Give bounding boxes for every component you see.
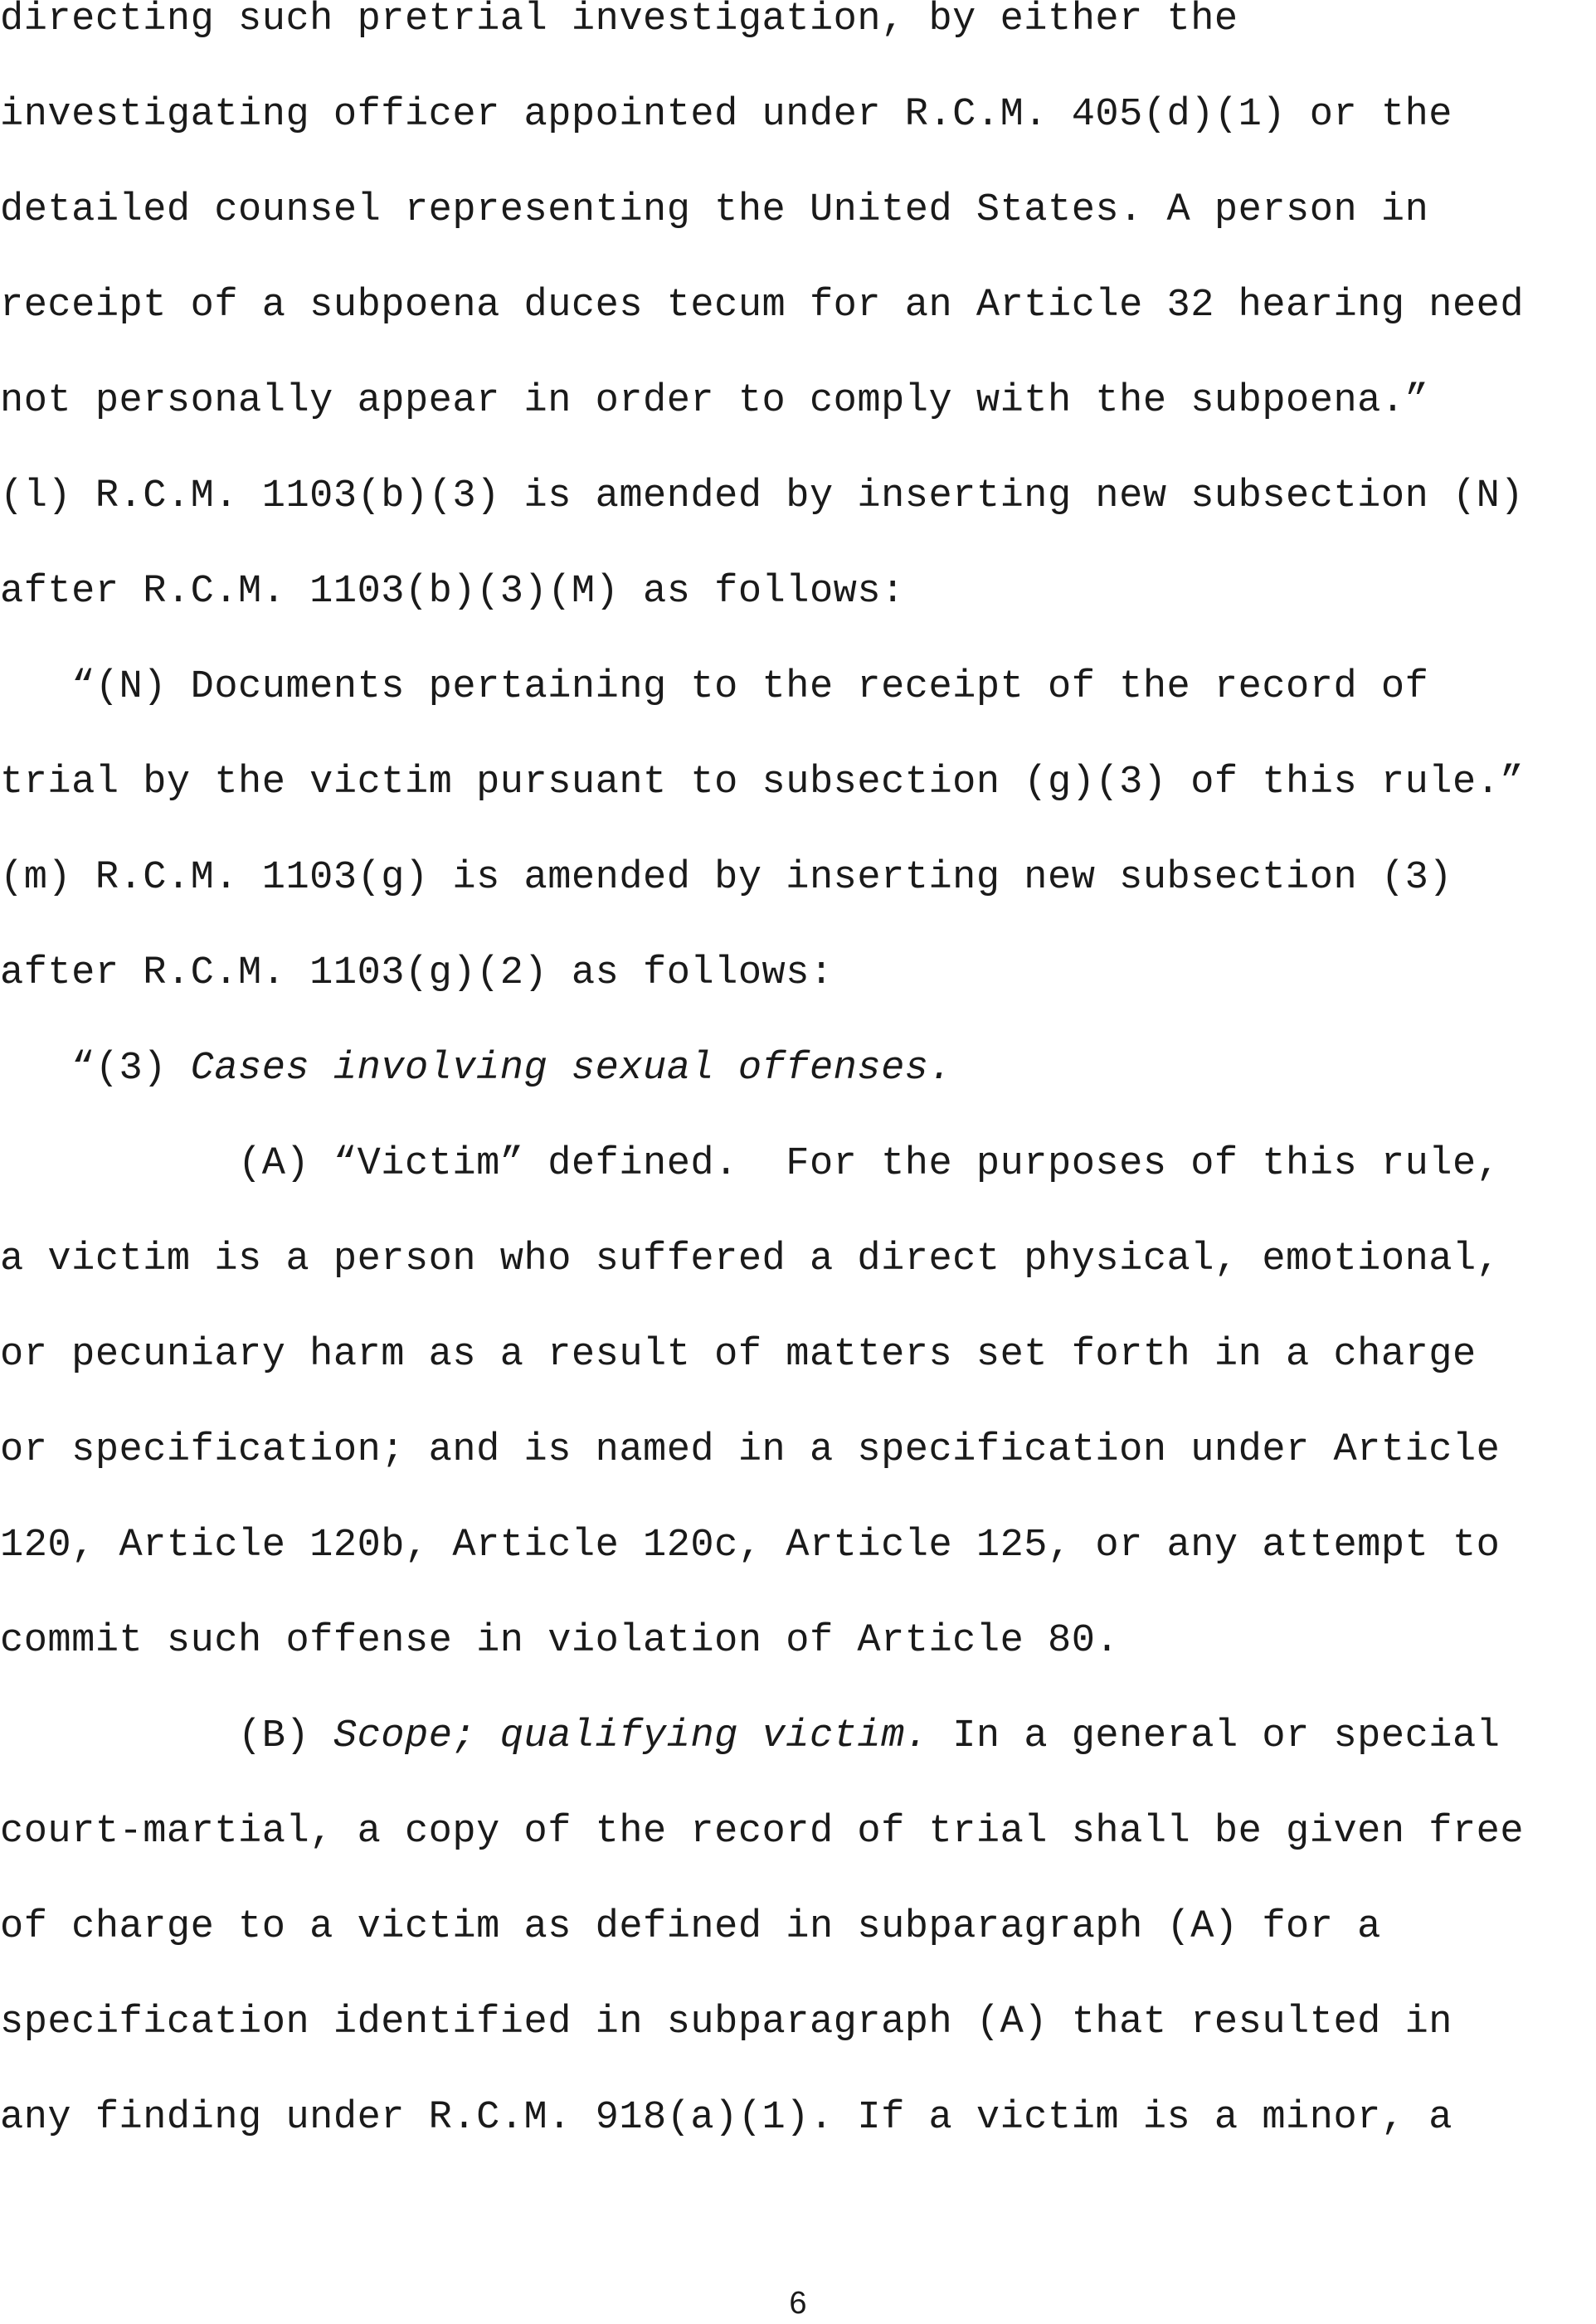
text-line-1: directing such pretrial investigation, by either the — [0, 0, 1238, 41]
text-line-14: a victim is a person who suffered a direct physical, emotional, — [0, 1237, 1501, 1281]
text-line-3: detailed counsel representing the United States. A person in — [0, 188, 1429, 232]
text-line-21: of charge to a victim as defined in subparagraph (A) for a — [0, 1905, 1381, 1949]
text-line-8: “(N) Documents pertaining to the receipt of the record of — [0, 665, 1429, 709]
text-line-11: after R.C.M. 1103(g)(2) as follows: — [0, 951, 834, 995]
text-line-17: 120, Article 120b, Article 120c, Article 125, or any attempt to — [0, 1524, 1501, 1568]
text-line-20: court-martial, a copy of the record of trial shall be given free — [0, 1810, 1525, 1854]
italic-heading: Scope; qualifying victim. — [333, 1714, 929, 1758]
text-line-4: receipt of a subpoena duces tecum for an Article 32 hearing need — [0, 284, 1525, 328]
text-line-22: specification identified in subparagraph (A) that resulted in — [0, 2001, 1452, 2044]
page-number: 6 — [789, 2286, 807, 2321]
text-line-16: or specification; and is named in a specification under Article — [0, 1428, 1501, 1472]
text-line-23: any finding under R.C.M. 918(a)(1). If a victim is a minor, a — [0, 2096, 1452, 2140]
text-line-12: “(3) Cases involving sexual offenses. — [0, 1047, 953, 1091]
text-line-13: (A) “Victim” defined. For the purposes of this rule, — [0, 1142, 1501, 1186]
text-line-6: (l) R.C.M. 1103(b)(3) is amended by inserting new subsection (N) — [0, 474, 1525, 518]
text-line-7: after R.C.M. 1103(b)(3)(M) as follows: — [0, 570, 905, 614]
text-line-18: commit such offense in violation of Article 80. — [0, 1619, 1120, 1663]
text-line-2: investigating officer appointed under R.C.M. 405(d)(1) or the — [0, 93, 1452, 137]
text-line-15: or pecuniary harm as a result of matters set forth in a charge — [0, 1333, 1477, 1377]
text-line-9: trial by the victim pursuant to subsection (g)(3) of this rule.” — [0, 761, 1525, 805]
text-line-10: (m) R.C.M. 1103(g) is amended by inserting new subsection (3) — [0, 856, 1452, 900]
text-line-5: not personally appear in order to comply with the subpoena.” — [0, 379, 1429, 423]
text-line-19: (B) Scope; qualifying victim. In a general or special — [0, 1714, 1501, 1758]
italic-heading: Cases involving sexual offenses. — [190, 1047, 953, 1091]
